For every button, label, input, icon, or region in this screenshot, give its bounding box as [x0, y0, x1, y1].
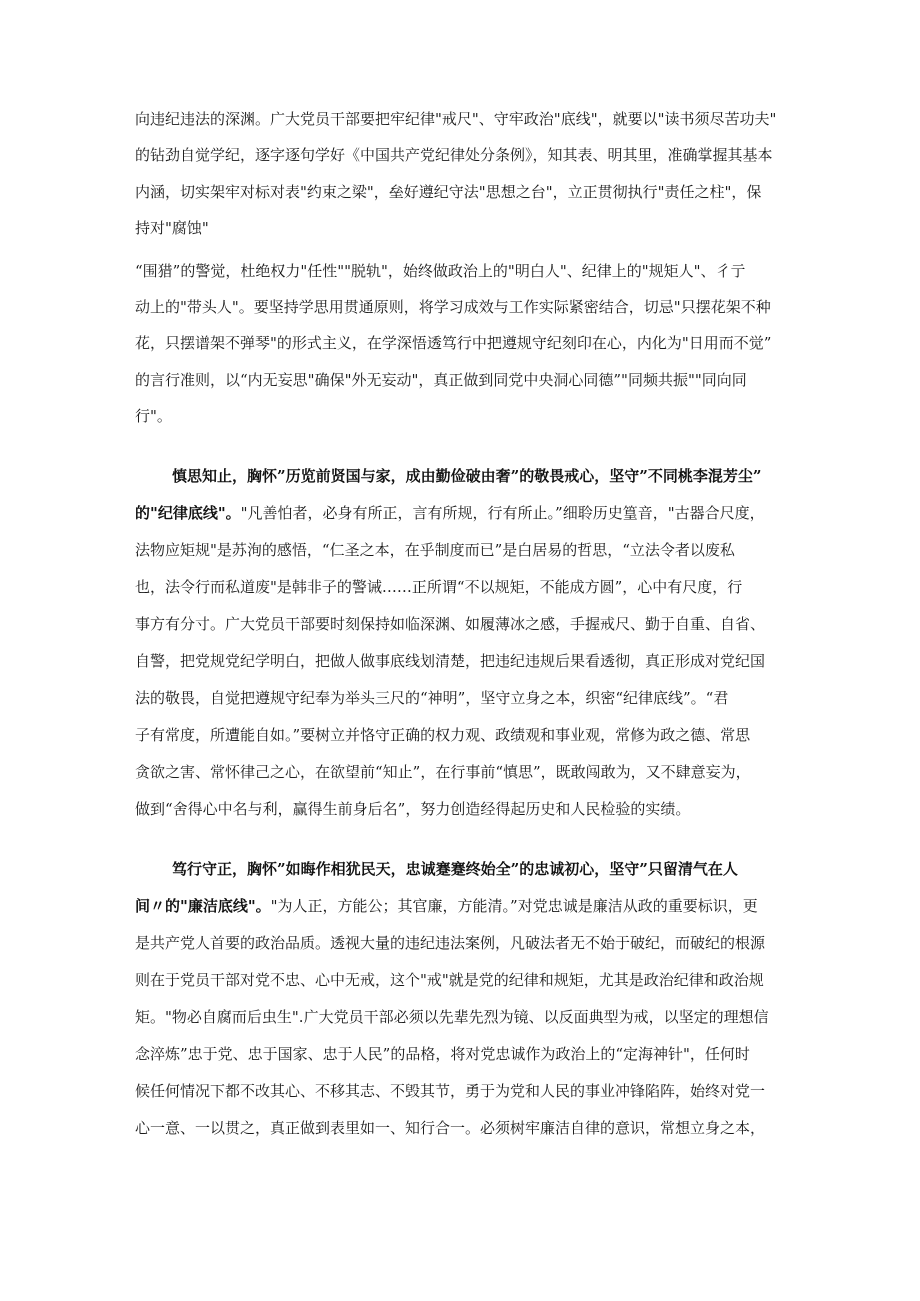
line-text: “围猎”的警觉，杜绝权力"任性""脱轨"，始终做政治上的"明白人"、纪律上的"规矩人"、彳亍	[135, 262, 746, 280]
text-line	[135, 651, 765, 671]
line-text: 行"。	[135, 407, 172, 425]
text-line	[135, 540, 735, 560]
line-text: 矩。"物必自腐而后虫生".广大党员干部必须以先辈先烈为镜、以反面典型为戒，以坚定的理想信	[135, 1008, 769, 1026]
line-text: 的言行准则，以“内无妄思"确保"外无妄动"，真正做到同党中央洞心同德”"同频共振""同向同	[135, 371, 747, 389]
text-line	[135, 109, 776, 129]
text-line	[135, 333, 771, 353]
line-text: 是共产党人首要的政治品质。透视大量的违纪违法案例，凡破法者无不始于破纪，而破纪的根源	[135, 934, 766, 952]
text-line	[135, 799, 690, 819]
bold-heading-text: 笃行守正，胸怀”如晦作相犹民天，忠诚蹇蹇终始全”的忠诚初心，坚守”只留清气在人	[172, 860, 738, 878]
text-line	[135, 218, 209, 238]
bold-heading-text: 慎思知止，胸怀”历览前贤国与家，成由勤俭破由奢”的敬畏戒心，坚守”不同桃李混芳尘”	[172, 467, 762, 485]
line-text: 持对"腐蚀"	[135, 219, 209, 237]
heading-line	[172, 466, 762, 486]
text-line	[135, 970, 764, 990]
bold-heading-text: 间〃的"廉洁底线"。	[135, 897, 271, 915]
text-line	[135, 577, 742, 597]
text-line	[135, 1007, 769, 1027]
line-text: 也，法令行而私道废"是韩非子的警诫……正所谓“不以规矩，不能成方圆”，心中有尺度，行	[135, 578, 743, 596]
line-text: 动上的"带头人"。要坚持学思用贯通原则，将学习成效与工作实际紧密结合，切忌"只摆花架不种	[135, 298, 771, 316]
text-line	[135, 762, 751, 782]
text-line	[135, 1081, 765, 1101]
text-line	[135, 406, 172, 426]
line-text: 子有常度，所遭能自如。”要树立并恪守正确的权力观、政绩观和事业观，常修为政之德、常思	[135, 726, 751, 744]
line-text: 花，只摆谱架不弹琴"的形式主义，在学深悟透笃行中把遵规守纪刻印在心，内化为"日用而不觉”	[135, 334, 772, 352]
line-text: 内涵，切实架牢对标对表"约束之梁"，垒好遵纪守法"思想之台"，立正贯彻执行"责任之柱"，保	[135, 183, 762, 201]
text-line	[135, 725, 750, 745]
line-text: 则在于党员干部对党不忠、心中无戒，这个"戒"就是党的纪律和规矩，尤其是政治纪律和政治规	[135, 971, 764, 989]
text-line	[135, 145, 773, 165]
text-line	[135, 896, 758, 916]
text-line	[135, 1044, 750, 1064]
line-text: 事方有分寸。广大党员干部要时刻保持如临深渊、如履薄冰之感，手握戒尺、勤于自重、自省、	[135, 615, 766, 633]
line-text: 候任何情况下都不改其心、不移其志、不毁其节，勇于为党和人民的事业冲锋陷阵，始终对党一	[135, 1082, 766, 1100]
text-line	[135, 370, 747, 390]
line-text: "凡善怕者，必身有所正，言有所规，行有所止。”细聆历史篁音，"古器合尺度，	[240, 504, 765, 522]
line-text: 自警，把党规党纪学明白，把做人做事底线划清楚，把违纪违规后果看透彻，真正形成对党纪国	[135, 652, 766, 670]
line-text: 法的敬畏，自觉把遵规守纪奉为举头三尺的“神明”，坚守立身之本，织密“纪律底线”。“君	[135, 689, 729, 707]
text-line	[135, 297, 771, 317]
line-text: 念淬炼”忠于党、忠于国家、忠于人民”的品格，将对党忠诚作为政治上的“定海神针"，任何时	[135, 1045, 750, 1063]
line-text: 贪欲之害、常怀律己之心，在欲望前“知止”，在行事前“慎思”，既敢闯敢为，又不肆意妄为，	[135, 763, 751, 781]
text-line	[135, 503, 765, 523]
line-text: 心一意、一以贯之，真正做到表里如一、知行合一。必须树牢廉洁自律的意识，常想立身之本，	[135, 1119, 766, 1137]
text-line	[135, 1118, 765, 1138]
text-line	[135, 614, 765, 634]
line-text: 的钻劲自觉学纪，逐字逐句学好《中国共产党纪律处分条例》，知其表、明其里，准确掌握其基本	[135, 146, 773, 164]
bold-heading-text: 的"纪律底线"。	[135, 504, 241, 522]
text-line	[135, 933, 765, 953]
line-text: 向违纪违法的深渊。广大党员干部要把牢纪律"戒尺"、守牢政治"底线"，就要以"读书须尽苦功夫"	[135, 110, 777, 128]
line-text: "为人正，方能公；其官廉，方能清。”对党忠诚是廉洁从政的重要标识，更	[270, 897, 758, 915]
line-text: 做到“舍得心中名与利，赢得生前身后名”，努力创造经得起历史和人民检验的实绩。	[135, 800, 691, 818]
text-line	[135, 182, 761, 202]
text-line	[135, 261, 746, 281]
text-line	[135, 688, 728, 708]
heading-line	[172, 859, 738, 879]
line-text: 法物应矩规"是苏洵的感悟，“仁圣之本，在乎制度而已”是白居易的哲思，“立法令者以废私	[135, 541, 735, 559]
